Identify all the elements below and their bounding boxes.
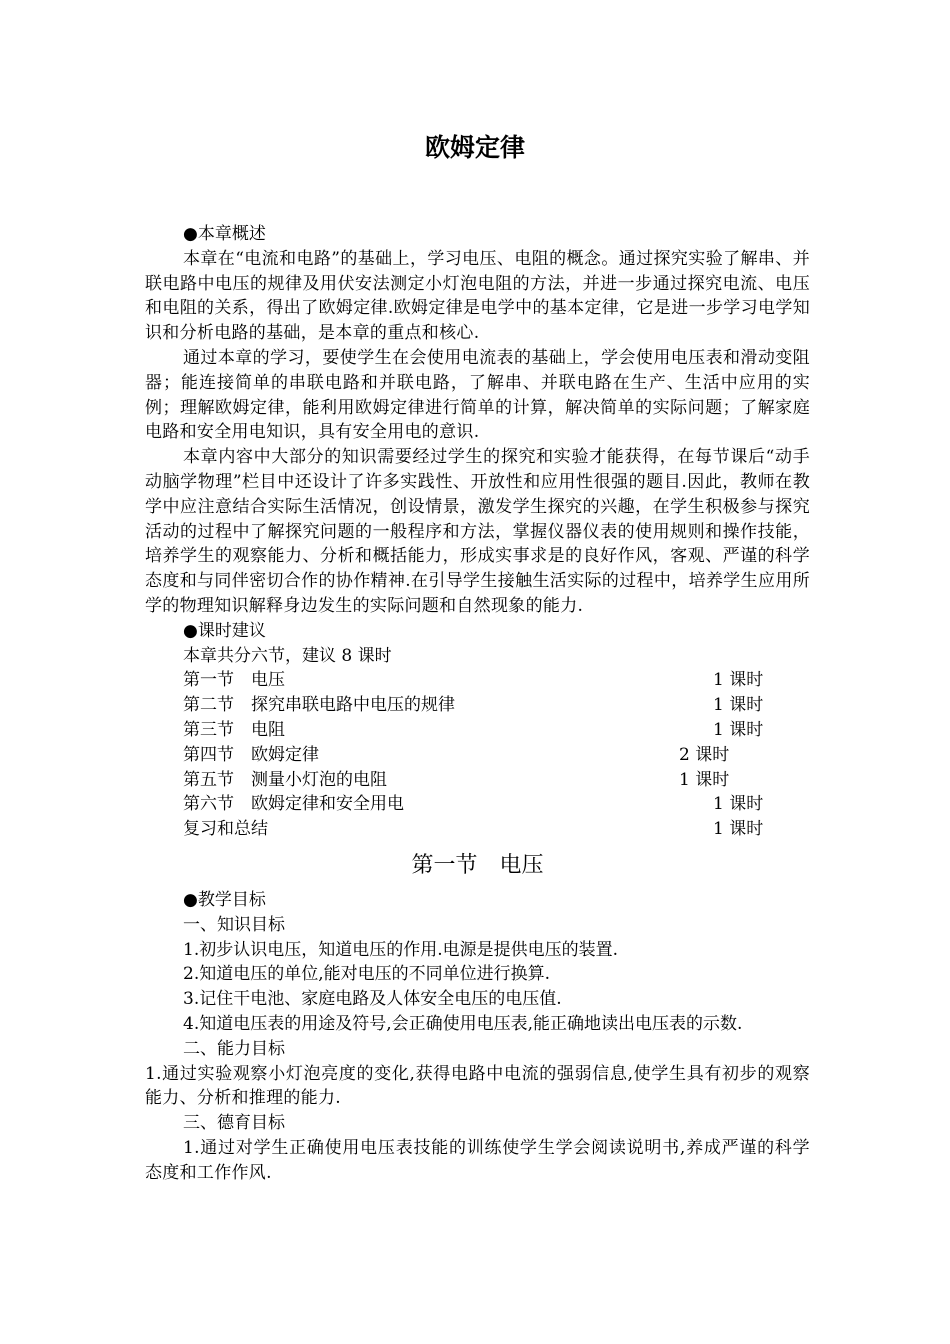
knowledge-item: 1.初步认识电压，知道电压的作用.电源是提供电压的装置. xyxy=(183,939,619,960)
overview-paragraph: 通过本章的学习，要使学生在会使用电流表的基础上，学会使用电压表和滑动变阻器；能连接简单的串联电路和并联电路，了解串、并联电路在生产、生活中应用的实例；理解欧姆定律，能利用欧姆定律进行简单的计算，解决简单的实际问题；了解家庭电路和安全用电知识，具有安全用电的意识. xyxy=(145,347,810,443)
ability-heading: 二、能力目标 xyxy=(183,1038,285,1059)
schedule-row xyxy=(145,693,810,718)
schedule-label: 复习和总结 xyxy=(183,819,268,840)
schedule-row xyxy=(145,817,810,842)
moral-heading: 三、德育目标 xyxy=(183,1113,285,1134)
schedule-label: 第三节 电阻 xyxy=(183,719,285,740)
document-title: 欧姆定律 xyxy=(424,133,525,162)
goals-heading: ●教学目标 xyxy=(183,889,266,910)
schedule-label: 第五节 测量小灯泡的电阻 xyxy=(183,769,387,790)
moral-item: 1.通过对学生正确使用电压表技能的训练使学生学会阅读说明书,养成严谨的科学态度和工作作风. xyxy=(145,1137,810,1183)
schedule-hours: 2 课时 xyxy=(679,744,730,765)
schedule-row xyxy=(145,792,810,817)
schedule-heading: ●课时建议 xyxy=(183,620,266,641)
section-title: 第一节 电压 xyxy=(411,852,544,878)
schedule-row xyxy=(145,668,810,693)
schedule-row xyxy=(145,743,810,768)
schedule-hours: 1 课时 xyxy=(713,695,764,716)
document-body xyxy=(145,222,810,1185)
schedule-hours: 1 课时 xyxy=(713,719,764,740)
schedule-hours: 1 课时 xyxy=(713,794,764,815)
knowledge-item: 3.记住干电池、家庭电路及人体安全电压的电压值. xyxy=(183,989,562,1010)
schedule-intro: 本章共分六节，建议 8 课时 xyxy=(183,645,392,666)
knowledge-heading: 一、知识目标 xyxy=(183,914,285,935)
knowledge-item: 4.知道电压表的用途及符号,会正确使用电压表,能正确地读出电压表的示数. xyxy=(183,1013,743,1034)
schedule-label: 第四节 欧姆定律 xyxy=(183,744,319,765)
schedule-hours: 1 课时 xyxy=(713,670,764,691)
overview-paragraph: 本章在“电流和电路”的基础上，学习电压、电阻的概念。通过探究实验了解串、并联电路中电压的规律及用伏安法测定小灯泡电阻的方法，并进一步通过探究电流、电压和电阻的关系，得出了欧姆定律.欧姆定律是电学中的基本定律，它是进一步学习电学知识和分析电路的基础，是本章的重点和核心. xyxy=(145,248,810,344)
overview-paragraph: 本章内容中大部分的知识需要经过学生的探究和实验才能获得，在每节课后“动手动脑学物理”栏目中还设计了许多实践性、开放性和应用性很强的题目.因此，教师在教学中应注意结合实际生活情况，创设情景，激发学生探究的兴趣，在学生积极参与探究活动的过程中了解探究问题的一般程序和方法，掌握仪器仪表的使用规则和操作技能，培养学生的观察能力、分析和概括能力，形成实事求是的良好作风，客观、严谨的科学态度和与同伴密切合作的协作精神.在引导学生接触生活实际的过程中，培养学生应用所学的物理知识解释身边发生的实际问题和自然现象的能力. xyxy=(145,447,810,616)
schedule-label: 第一节 电压 xyxy=(183,670,285,691)
schedule-hours: 1 课时 xyxy=(713,819,764,840)
schedule-label: 第六节 欧姆定律和安全用电 xyxy=(183,794,404,815)
overview-heading: ●本章概述 xyxy=(183,224,266,244)
ability-item: 1.通过实验观察小灯泡亮度的变化,获得电路中电流的强弱信息,使学生具有初步的观察能力、分析和推理的能力. xyxy=(145,1063,810,1109)
schedule-label: 第二节 探究串联电路中电压的规律 xyxy=(183,695,455,716)
schedule-row xyxy=(145,718,810,743)
knowledge-item: 2.知道电压的单位,能对电压的不同单位进行换算. xyxy=(183,964,551,985)
schedule-hours: 1 课时 xyxy=(679,769,730,790)
schedule-row xyxy=(145,768,810,793)
